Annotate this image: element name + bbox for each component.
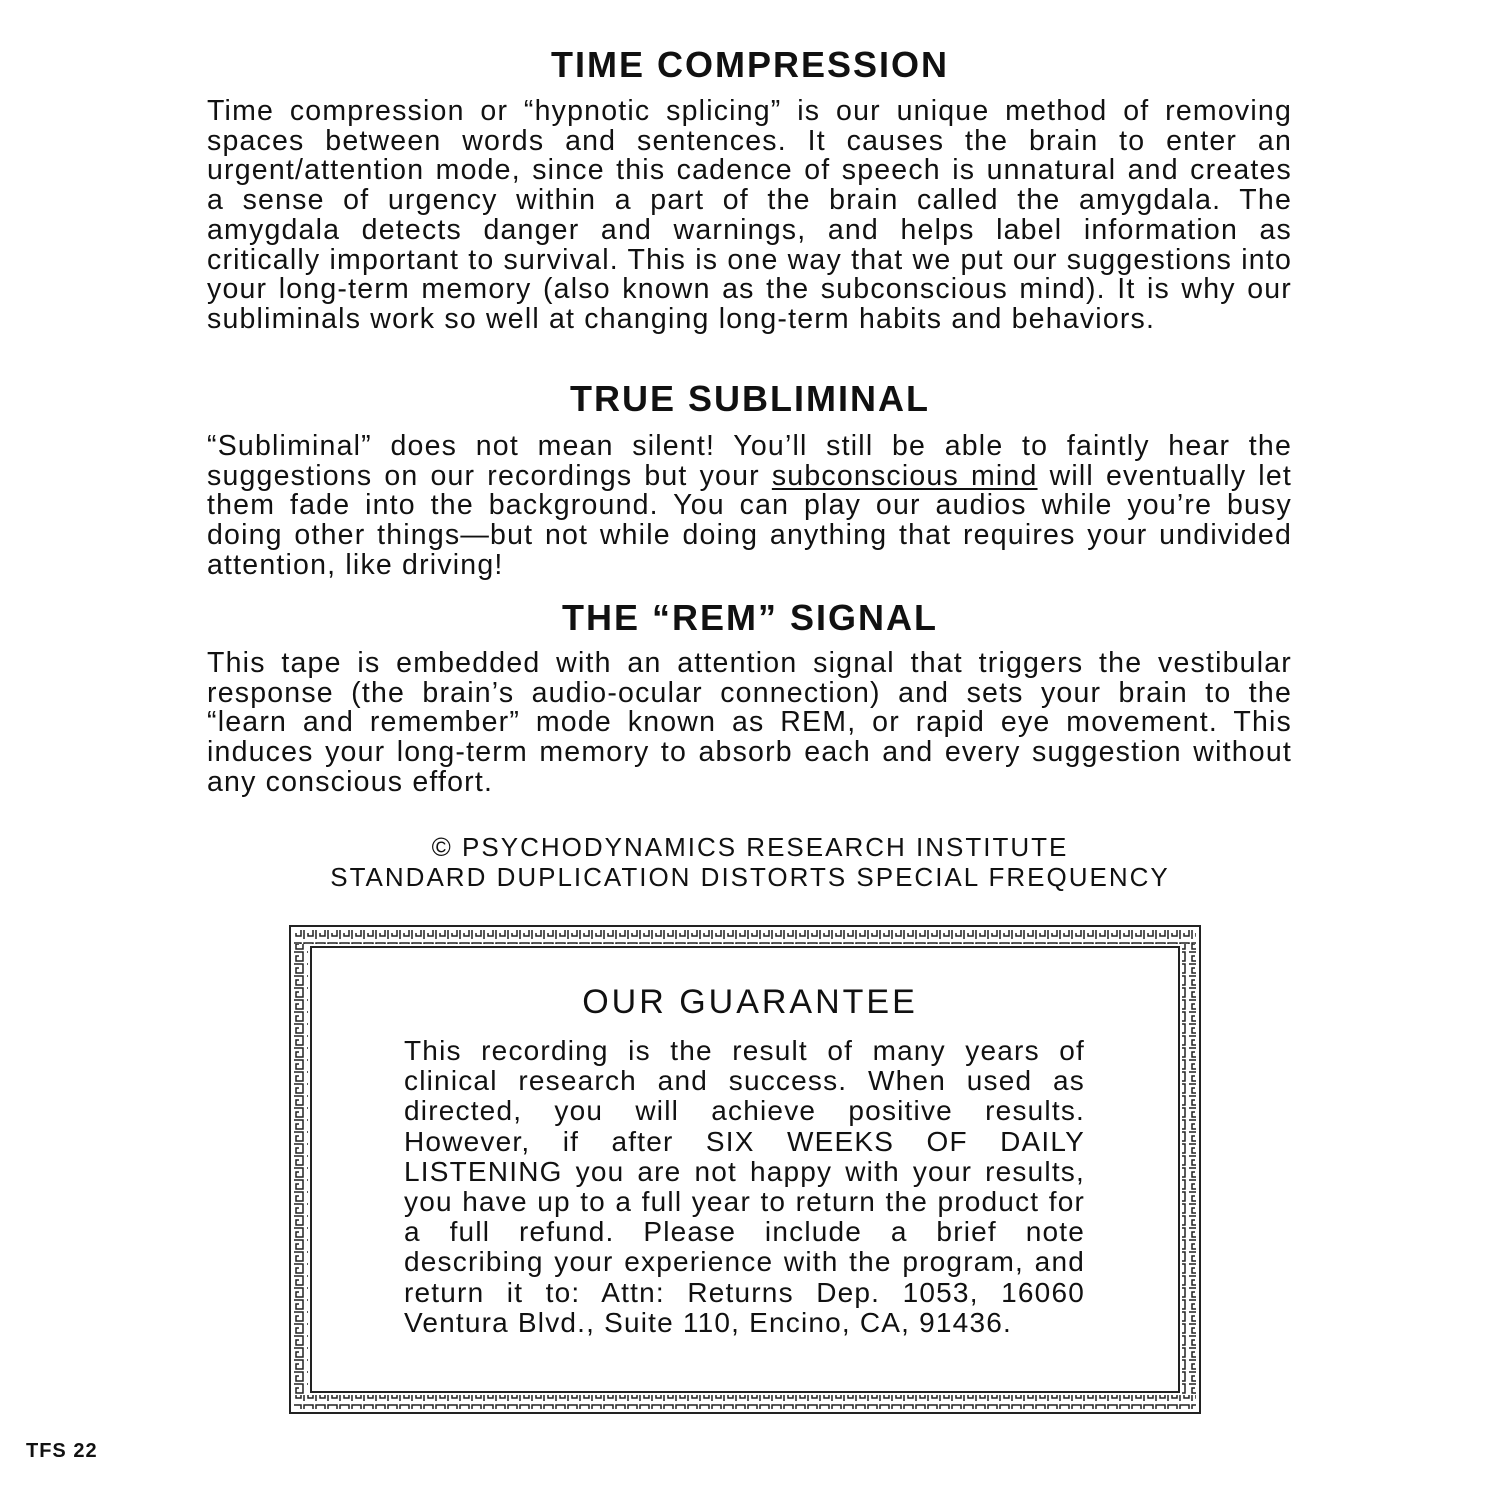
subconscious-mind-underlined: subconscious mind <box>771 459 1038 492</box>
time-compression-body <box>207 97 1292 335</box>
duplication-warning-line: STANDARD DUPLICATION DISTORTS SPECIAL FREQUENCY <box>330 862 1170 892</box>
time-compression-text: Time compression or “hypnotic splicing” is our unique method of removing spaces between words and sentences. It causes the brain to enter an urgent/attention mode, since this cadence of speech is unnatural and creates a sense of urgency within a part of the brain called the amygdala. The amygdala detects danger and warnings, and helps label information as critically important to survival. This is one way that we put our suggestions into your long-term memory (also known as the subconscious mind). It is why our subliminals work so well at changing long-term habits and behaviors. <box>207 95 1292 335</box>
true-subliminal-title: TRUE SUBLIMINAL <box>570 378 930 419</box>
guarantee-title: OUR GUARANTEE <box>582 983 918 1021</box>
catalog-number: TFS 22 <box>26 1440 98 1462</box>
credits-block <box>0 832 1500 892</box>
rem-signal-title: THE “REM” SIGNAL <box>561 597 938 638</box>
guarantee-text: This recording is the result of many years of clinical research and success. When used as directed, you will achieve positive results. However, if after SIX WEEKS OF DAILY LISTENING you are not happy with your results, you have up to a full year to return the product for a full refund. Please include a brief note describing your experience with the program, and return it to: Attn: Returns Dep. 1053, 16060 Ventura Blvd., Suite 110, Encino, CA, 91436. <box>404 1035 1085 1338</box>
time-compression-title: TIME COMPRESSION <box>550 44 950 85</box>
true-subliminal-body <box>207 432 1292 581</box>
true-subliminal-text-before: “Subliminal” does not mean silent! You’ll still be able to faintly hear the suggestions on our recordings but your <box>207 430 1292 492</box>
rem-signal-text: This tape is embedded with an attention signal that triggers the vestibular response (the brain’s audio-ocular connection) and sets your brain to the “learn and remember” mode known as REM, or rapid eye movement. This induces your long-term memory to absorb each and every suggestion without any conscious effort. <box>207 647 1292 798</box>
true-subliminal-text-after: will eventually let them fade into the background. You can play our audios while you’re busy doing other things—but not while doing anything that requires your undivided attention, like driving! <box>207 459 1293 581</box>
copyright-line: © PSYCHODYNAMICS RESEARCH INSTITUTE <box>431 832 1069 862</box>
true-subliminal-text <box>207 432 1292 581</box>
rem-signal-body <box>207 649 1292 798</box>
